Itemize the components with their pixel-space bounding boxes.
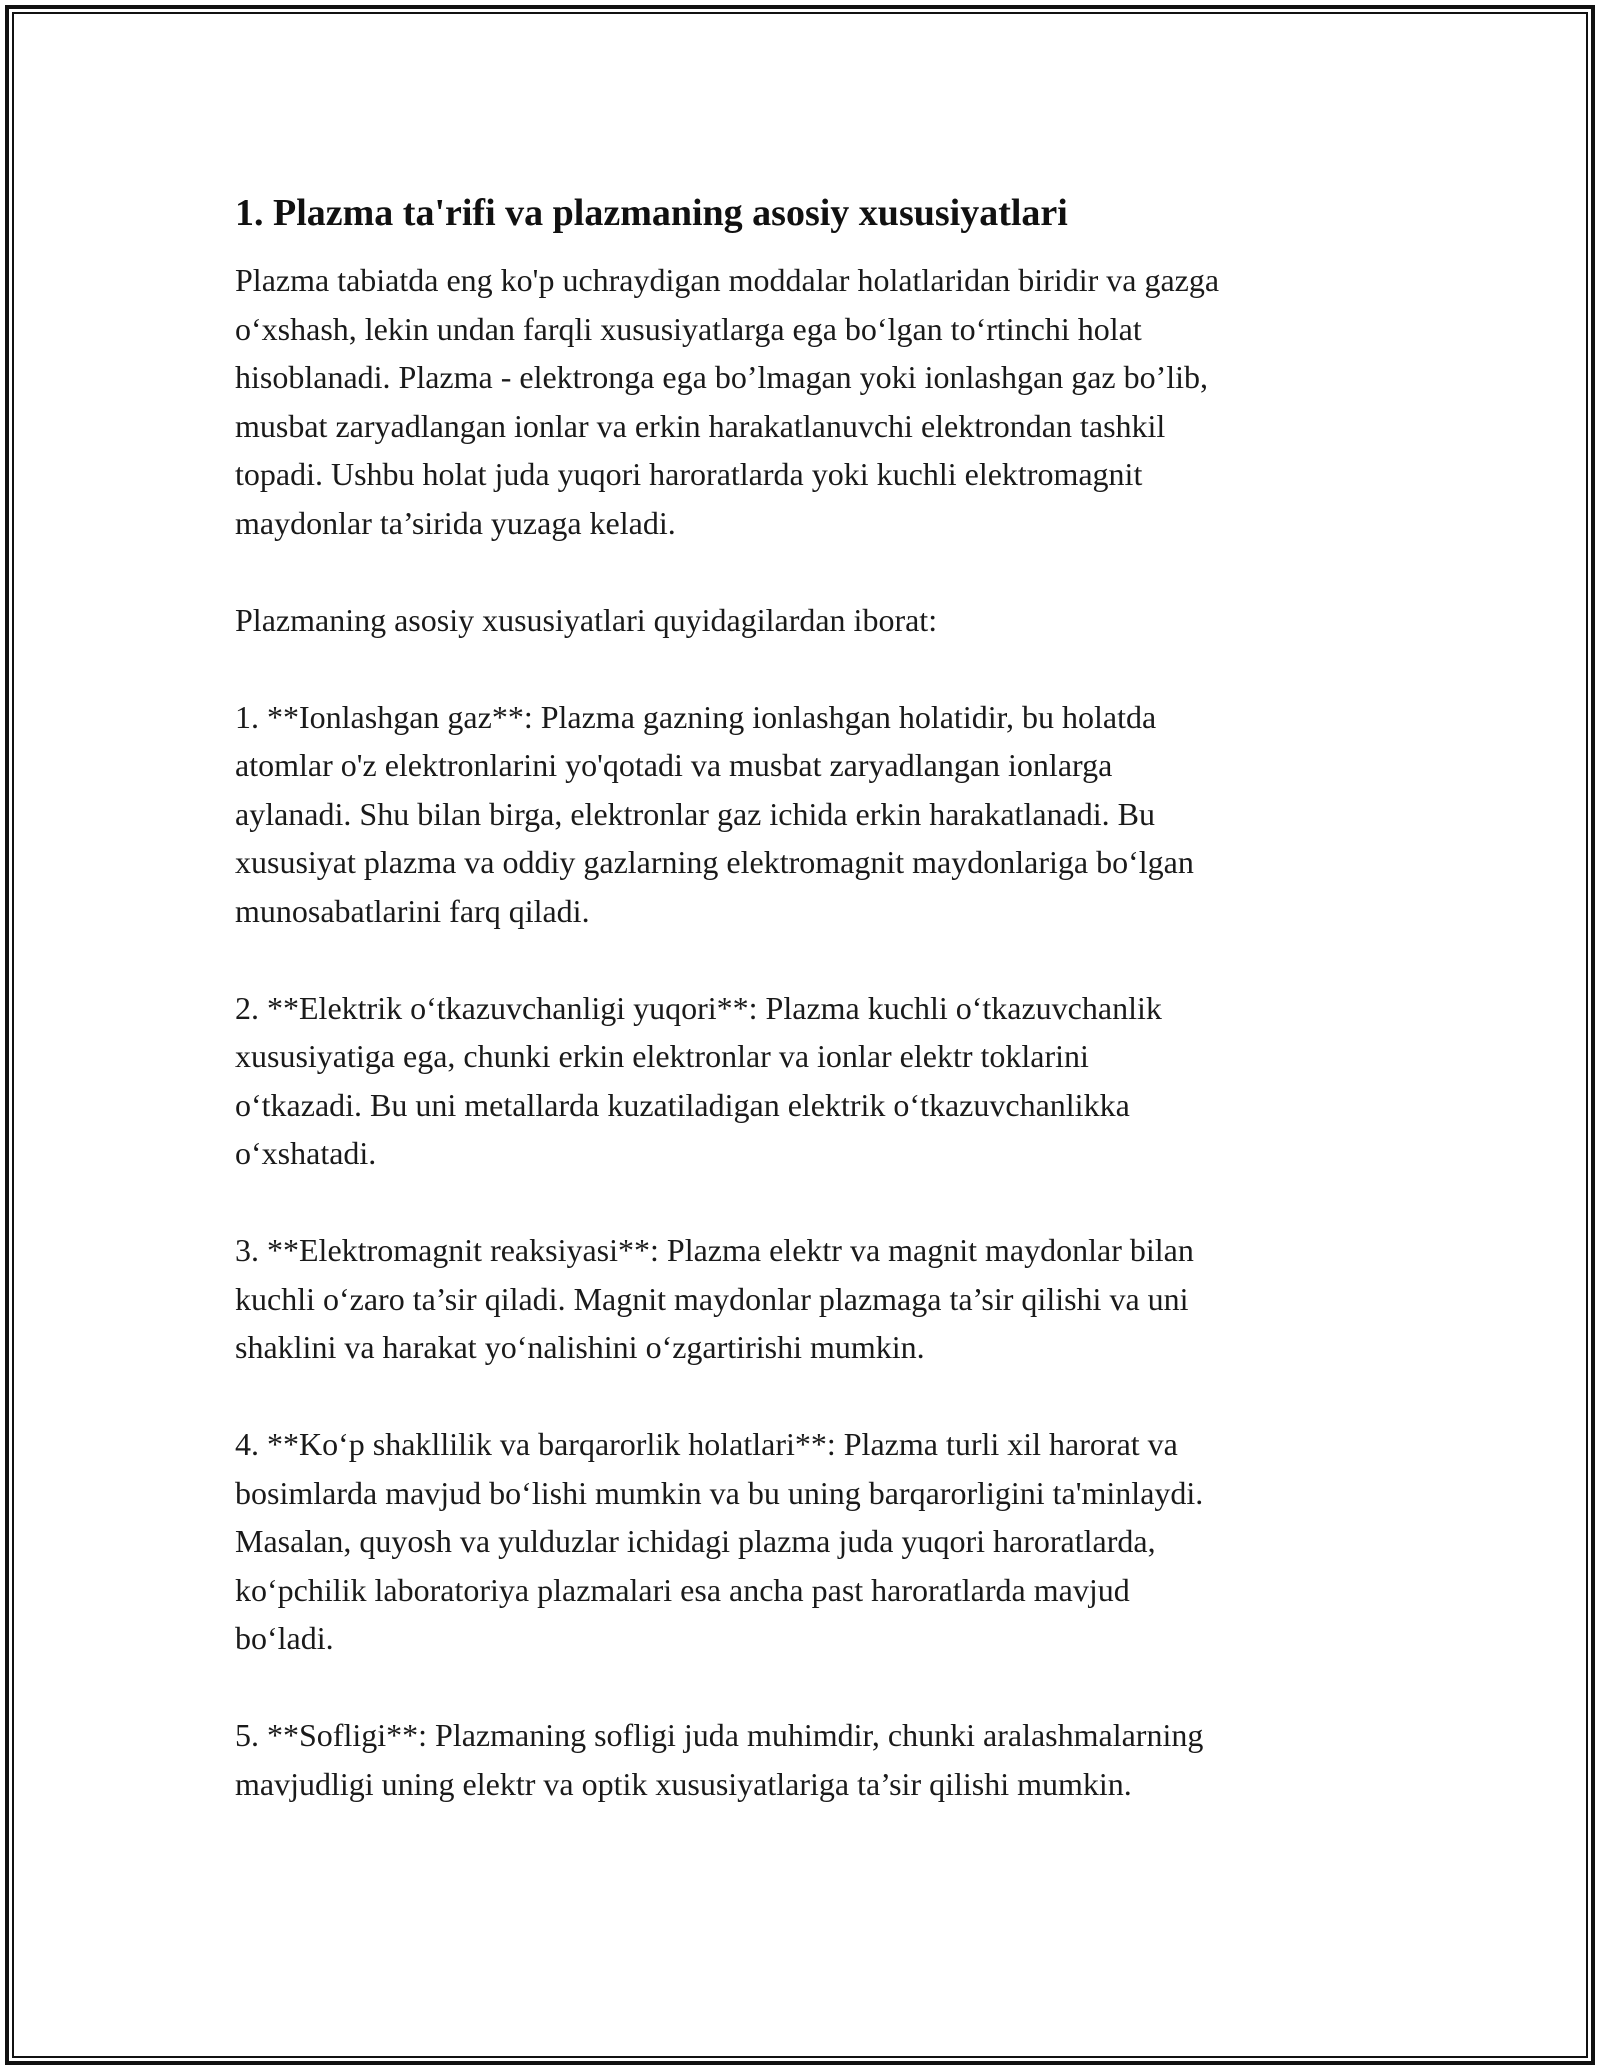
- section-heading: 1. Plazma ta'rifi va plazmaning asosiy xususiyatlari: [235, 192, 1068, 234]
- property-item-stability: 4. **Ko‘p shakllilik va barqarorlik holatlari**: Plazma turli xil harorat va bosimlarda mavjud bo‘lishi mumkin va bu uning barqarorligini ta'minlaydi. Masalan, quyosh va yulduzlar ichidagi plazma juda yuqori haroratlarda, ko‘pchilik laboratoriya plazmalari esa ancha past haroratlarda mavjud bo‘ladi.: [235, 1426, 1204, 1656]
- document-body: [235, 188, 1385, 1857]
- property-item-ionized-gas: 1. **Ionlashgan gaz**: Plazma gazning ionlashgan holatidir, bu holatda atomlar o'z elektronlarini yo'qotadi va musbat zaryadlangan ionlarga aylanadi. Shu bilan birga, elektronlar gaz ichida erkin harakatlanadi. Bu xususiyat plazma va oddiy gazlarning elektromagnit maydonlariga bo‘lgan munosabatlarini farq qiladi.: [235, 698, 1194, 929]
- properties-intro: Plazmaning asosiy xususiyatlari quyidagilardan iborat:: [235, 601, 938, 638]
- property-item-purity: 5. **Sofligi**: Plazmaning sofligi juda muhimdir, chunki aralashmalarning mavjudligi uning elektr va optik xususiyatlariga ta’sir qilishi mumkin.: [235, 1717, 1204, 1802]
- intro-paragraph: Plazma tabiatda eng ko'p uchraydigan moddalar holatlaridan biridir va gazga o‘xshash, lekin undan farqli xususiyatlarga ega bo‘lgan to‘rtinchi holat hisoblanadi. Plazma - elektronga ega bo’lmagan yoki ionlashgan gaz bo’lib, musbat zaryadlangan ionlar va erkin harakatlanuvchi elektrondan tashkil topadi. Ushbu holat juda yuqori haroratlarda yoki kuchli elektromagnit maydonlar ta’sirida yuzaga keladi.: [235, 262, 1220, 541]
- property-item-conductivity: 2. **Elektrik o‘tkazuvchanligi yuqori**: Plazma kuchli o‘tkazuvchanlik xususiyatiga ega, chunki erkin elektronlar va ionlar elektr toklarini o‘tkazadi. Bu uni metallarda kuzatiladigan elektrik o‘tkazuvchanlikka o‘xshatadi.: [235, 989, 1162, 1171]
- property-item-electromagnetic: 3. **Elektromagnit reaksiyasi**: Plazma elektr va magnit maydonlar bilan kuchli o‘zaro ta’sir qiladi. Magnit maydonlar plazmaga ta’sir qilishi va uni shaklini va harakat yo‘nalishini o‘zgartirishi mumkin.: [235, 1232, 1194, 1365]
